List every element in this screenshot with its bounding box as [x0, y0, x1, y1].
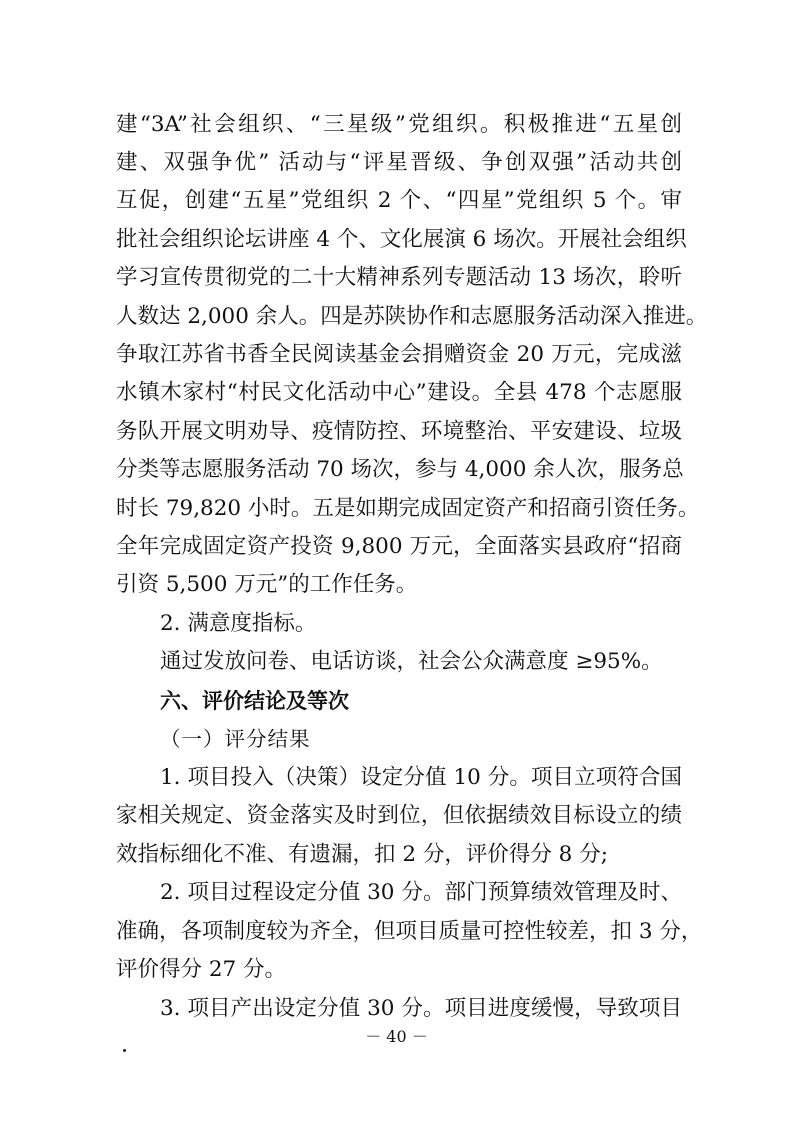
body-text-line: 建“3A”社会组织、“三星级”党组织。积极推进“五星创	[116, 112, 682, 137]
body-text-line: 通过发放问卷、电话访谈，社会公众满意度 ≥95%。	[160, 649, 663, 674]
body-text-line: 人数达 2,000 余人。四是苏陕协作和志愿服务活动深入推进。	[116, 304, 708, 329]
body-text-line: 争取江苏省书香全民阅读基金会捐赠资金 20 万元，完成滋	[116, 342, 682, 367]
body-text-line: 水镇木家村“村民文化活动中心”建设。全县 478 个志愿服	[116, 380, 682, 405]
body-text-line: 学习宣传贯彻党的二十大精神系列专题活动 13 场次，聆听	[116, 265, 682, 290]
section-heading: 六、评价结论及等次	[160, 689, 349, 713]
subsection-heading: （一）评分结果	[160, 727, 311, 751]
body-text-line: 准确，各项制度较为齐全，但项目质量可控性较差，扣 3 分，	[116, 919, 703, 944]
body-text-line: 时长 79,820 小时。五是如期完成固定资产和招商引资任务。	[116, 496, 700, 521]
body-text-line: 建、双强争优” 活动与“评星晋级、争创双强”活动共创	[116, 150, 682, 175]
body-text-line: 2. 项目过程设定分值 30 分。部门预算绩效管理及时、	[160, 880, 682, 905]
page-number: － 40 －	[365, 1027, 428, 1046]
body-text-line: 3. 项目产出设定分值 30 分。项目进度缓慢，导致项目	[160, 996, 682, 1021]
punch-dot-mark	[123, 1049, 126, 1052]
subsection-heading: 2. 满意度指标。	[160, 611, 317, 636]
body-text-line: 务队开展文明劝导、疫情防控、环境整治、平安建设、垃圾	[116, 419, 682, 444]
body-text-line: 全年完成固定资产投资 9,800 万元，全面落实县政府“招商	[116, 534, 682, 559]
body-text-line: 批社会组织论坛讲座 4 个、文化展演 6 场次。开展社会组织	[116, 227, 687, 252]
body-text-line: 家相关规定、资金落实及时到位，但依据绩效目标设立的绩	[116, 803, 682, 828]
body-text-line: 效指标细化不准、有遗漏，扣 2 分，评价得分 8 分;	[116, 842, 608, 867]
body-text-line: 评价得分 27 分。	[116, 957, 287, 982]
body-text-line: 1. 项目投入（决策）设定分值 10 分。项目立项符合国	[160, 765, 682, 790]
body-text-line: 引资 5,500 万元”的工作任务。	[116, 572, 418, 597]
body-text-line: 互促，创建“五星”党组织 2 个、“四星”党组织 5 个。审	[116, 188, 682, 213]
body-text-line: 分类等志愿服务活动 70 场次，参与 4,000 余人次，服务总	[116, 457, 684, 482]
